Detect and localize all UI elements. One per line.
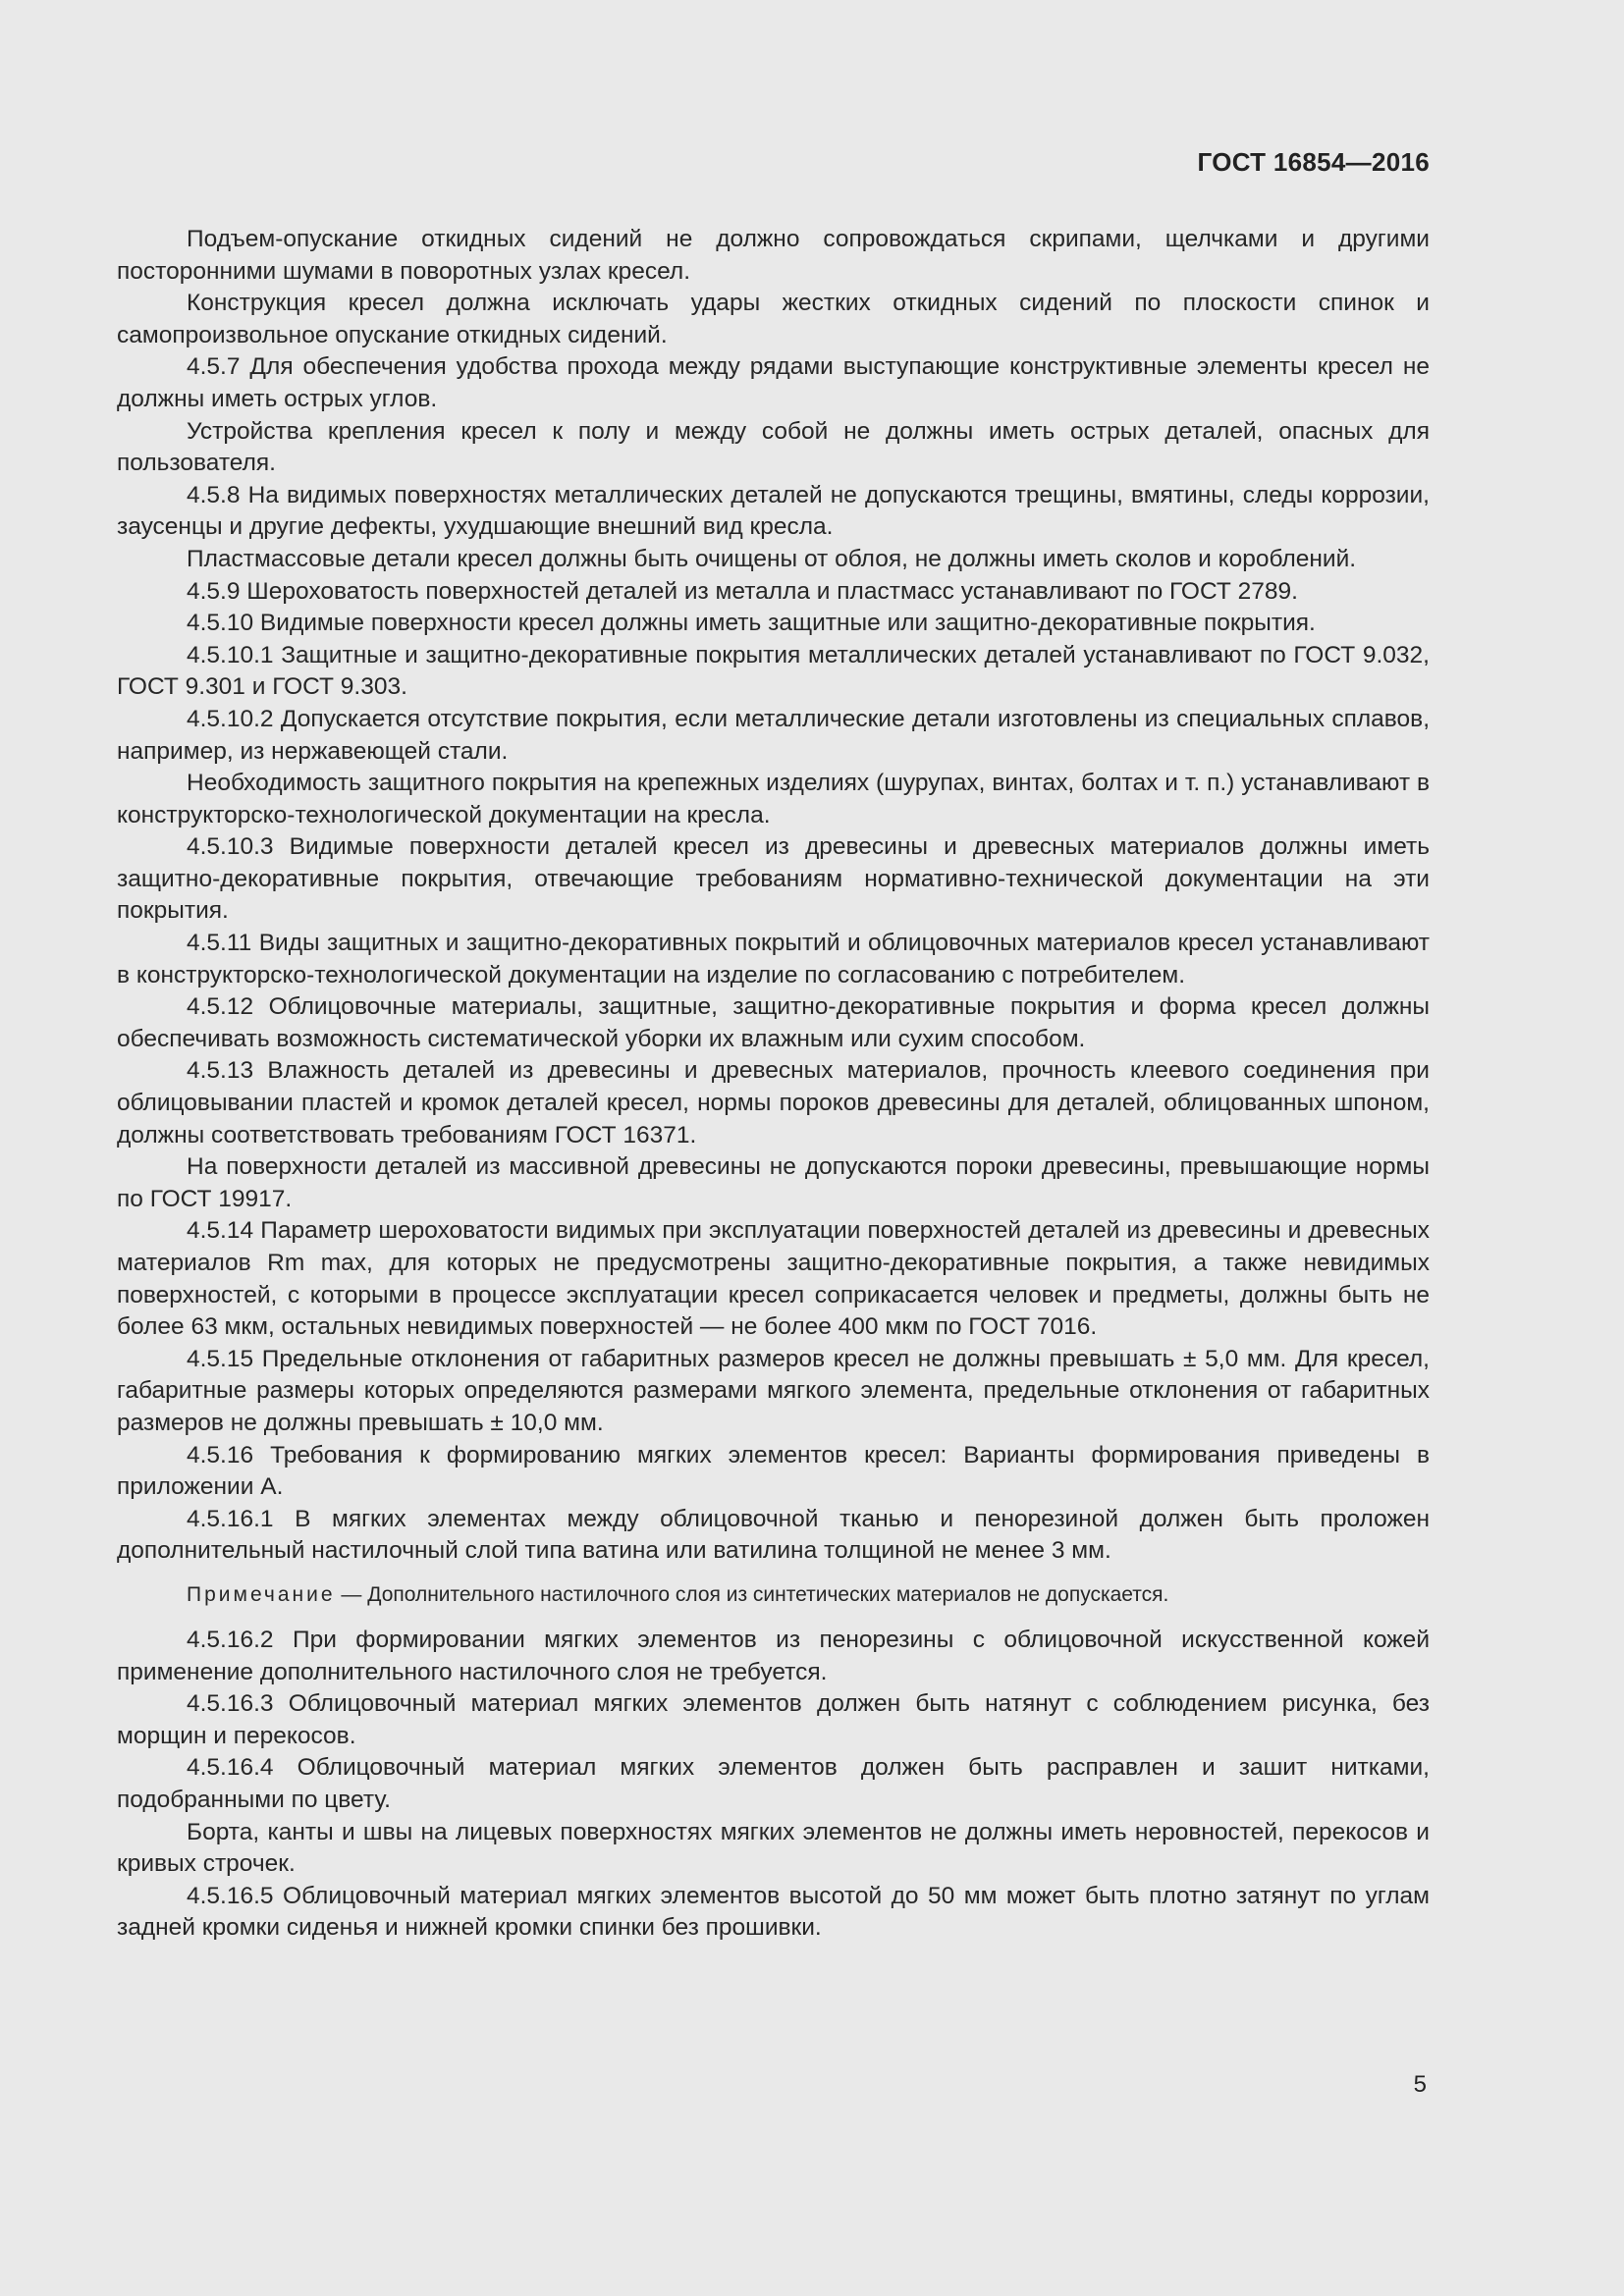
paragraph: 4.5.9 Шероховатость поверхностей деталей из металла и пластмасс устанавливают по ГОСТ 2789. — [187, 577, 1298, 605]
paragraph: 4.5.16.3 Облицовочный материал мягких элементов должен быть натянут с соблюдением рисунка, без морщин и перекосов. — [117, 1690, 1430, 1749]
page-number: 5 — [1413, 2071, 1427, 2098]
paragraph: 4.5.12 Облицовочные материалы, защитные, защитно-декоративные покрытия и форма кресел должны обеспечивать возможность систематической уборки их влажным или сухим способом. — [117, 993, 1430, 1052]
standard-designation: ГОСТ 16854—2016 — [1197, 147, 1430, 177]
note — [117, 1579, 1430, 1611]
paragraph: На поверхности деталей из массивной древесины не допускаются пороки древесины, превышающие нормы по ГОСТ 19917. — [117, 1153, 1430, 1212]
paragraph: Конструкция кресел должна исключать удары жестких откидных сидений по плоскости спинок и самопроизвольное опускание откидных сидений. — [117, 290, 1430, 348]
paragraph: Пластмассовые детали кресел должны быть очищены от облоя, не должны иметь сколов и короблений. — [187, 545, 1357, 572]
paragraph: 4.5.16 Требования к формированию мягких элементов кресел: Варианты формирования приведены в приложении А. — [117, 1441, 1430, 1501]
paragraph: 4.5.10.1 Защитные и защитно-декоративные покрытия металлических деталей устанавливают по ГОСТ 9.032, ГОСТ 9.301 и ГОСТ 9.303. — [117, 641, 1430, 701]
paragraph: 4.5.10.3 Видимые поверхности деталей кресел из древесины и древесных материалов должны иметь защитно-декоративные покрытия, отвечающие требованиям нормативно-технической документации на эти покрытия. — [117, 833, 1430, 925]
paragraph: 4.5.10 Видимые поверхности кресел должны иметь защитные или защитно-декоративные покрытия. — [187, 610, 1316, 637]
paragraph: 4.5.8 На видимых поверхностях металлических деталей не допускаются трещины, вмятины, следы коррозии, заусенцы и другие дефекты, ухудшающие внешний вид кресла. — [117, 481, 1430, 541]
paragraph: 4.5.14 Параметр шероховатости видимых при эксплуатации поверхностей деталей из древесины и древесных материалов Rm max, для которых не предусмотрены защитно-декоративные покрытия, а также невидимых поверхностей, с которыми в процессе эксплуатации кресел соприкасается человек и предметы, должны быть не более 63 мкм, остальных невидимых поверхностей — не более 400 мкм по ГОСТ 7016. — [117, 1217, 1430, 1341]
paragraph: 4.5.16.5 Облицовочный материал мягких элементов высотой до 50 мм может быть плотно затянут по углам задней кромки сиденья и нижней кромки спинки без прошивки. — [117, 1882, 1430, 1942]
note-text: — Дополнительного настилочного слоя из синтетических материалов не допускается. — [335, 1582, 1169, 1606]
paragraph: Необходимость защитного покрытия на крепежных изделиях (шурупах, винтах, болтах и т. п.) устанавливают в конструкторско-технологической документации на кресла. — [117, 770, 1430, 828]
document-body — [117, 224, 1430, 1945]
paragraph: 4.5.13 Влажность деталей из древесины и древесных материалов, прочность клеевого соединения при облицовывании пластей и кромок деталей кресел, нормы пороков древесины для деталей, облицованных шпоном, должны соответствовать требованиям ГОСТ 16371. — [117, 1057, 1430, 1148]
paragraph: 4.5.11 Виды защитных и защитно-декоративных покрытий и облицовочных материалов кресел устанавливают в конструкторско-технологической документации на изделие по согласованию с потребителем. — [117, 930, 1430, 988]
paragraph: 4.5.16.1 В мягких элементах между облицовочной тканью и пенорезиной должен быть проложен дополнительный настилочный слой типа ватина или ватилина толщиной не менее 3 мм. — [117, 1505, 1430, 1565]
paragraph: 4.5.16.2 При формировании мягких элементов из пенорезины с облицовочной искусственной кожей применение дополнительного настилочного слоя не требуется. — [117, 1626, 1430, 1685]
paragraph: 4.5.10.2 Допускается отсутствие покрытия, если металлические детали изготовлены из специальных сплавов, например, из нержавеющей стали. — [117, 705, 1430, 765]
note-label: Примечание — [187, 1582, 336, 1606]
paragraph: Устройства крепления кресел к полу и между собой не должны иметь острых деталей, опасных для пользователя. — [117, 417, 1430, 477]
paragraph: Подъем-опускание откидных сидений не должно сопровождаться скрипами, щелчками и другими посторонними шумами в поворотных узлах кресел. — [117, 226, 1430, 285]
paragraph: 4.5.15 Предельные отклонения от габаритных размеров кресел не должны превышать ± 5,0 мм. Для кресел, габаритные размеры которых определяются размерами мягкого элемента, предельные отклонения от габаритных размеров не должны превышать ± 10,0 мм. — [117, 1345, 1430, 1436]
paragraph: 4.5.16.4 Облицовочный материал мягких элементов должен быть расправлен и зашит нитками, подобранными по цвету. — [117, 1754, 1430, 1813]
paragraph: Борта, канты и швы на лицевых поверхностях мягких элементов не должны иметь неровностей, перекосов и кривых строчек. — [117, 1818, 1430, 1878]
paragraph: 4.5.7 Для обеспечения удобства прохода между рядами выступающие конструктивные элементы кресел не должны иметь острых углов. — [117, 353, 1430, 412]
